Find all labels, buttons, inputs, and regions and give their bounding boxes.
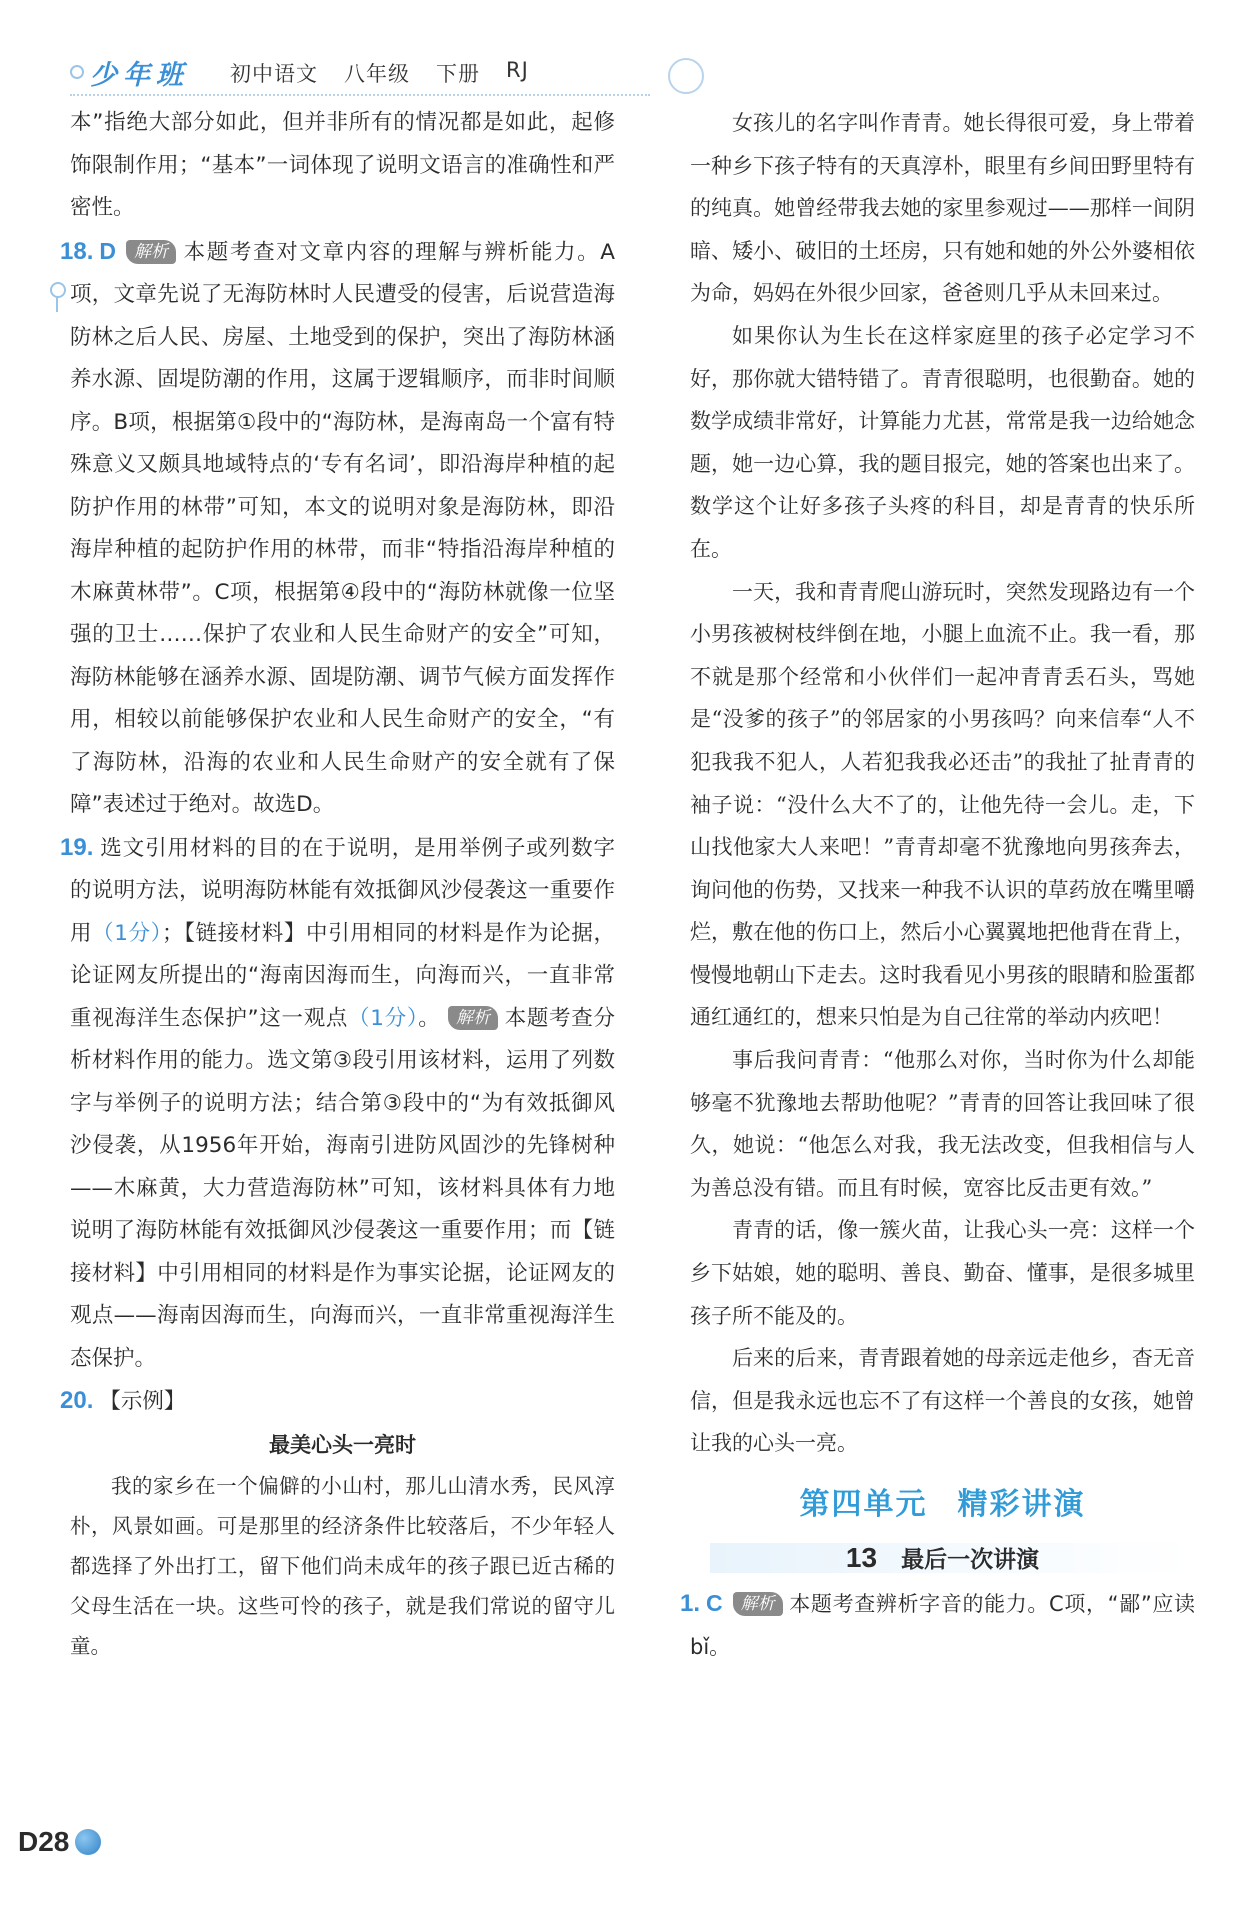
question-19 — [60, 827, 615, 1381]
answer-text: ；【链接材料】中引用相同的材料是作为论据，论证网友所提出的“海南因海而生，向海而兴，一直非常重视海洋生态保护”这一观点 — [70, 920, 615, 1031]
left-column — [60, 102, 615, 1666]
page-header — [70, 52, 660, 96]
essay-paragraph: 我的家乡在一个偏僻的小山村，那儿山清水秀，民风淳朴，风景如画。可是那里的经济条件比较落后，不少年轻人都选择了外出打工，留下他们尚未成年的孩子跟已近古稀的父母生活在一块。这些可怜的孩子，就是我们常说的留守儿童。 — [70, 1474, 615, 1658]
continued-text: 本”指绝大部分如此，但并非所有的情况都是如此，起修饰限制作用；“基本”一词体现了说明文语言的准确性和严密性。 — [70, 110, 615, 220]
essay-paragraph: 一天，我和青青爬山游玩时，突然发现路边有一个小男孩被树枝绊倒在地，小腿上血流不止。我一看，那不就是那个经常和小伙伴们一起冲青青丢石头，骂她是“没爹的孩子”的邻居家的小男孩吗？向来信奉“人不犯我我不犯人，人若犯我我必还击”的我扯了扯青青的袖子说：“没什么大不了的，让他先待一会儿。走，下山找他家大人来吧！”青青却毫不犹豫地向男孩奔去，询问他的伤势，又找来一种我不认识的草药放在嘴里嚼烂，敷在他的伤口上，然后小心翼翼地把他背在背上，慢慢地朝山下走去。这时我看见小男孩的眼睛和脸蛋都通红通红的，想来只怕是为自己往常的举动内疚吧！ — [690, 579, 1195, 1030]
score-note: （1分） — [348, 1005, 419, 1031]
question-number: 20. — [60, 1387, 94, 1414]
score-note: （1分） — [92, 920, 162, 946]
brand-text: 少年班 — [90, 59, 189, 91]
brand-dot-icon — [70, 65, 84, 79]
answer-letter: C — [706, 1590, 723, 1616]
analysis-text: 本题考查辨析字音的能力。C项，“鄙”应读bǐ。 — [690, 1592, 1195, 1659]
subject-label: 初中语文 — [230, 62, 318, 86]
unit-number: 第四单元 — [799, 1488, 928, 1521]
key-icon — [50, 282, 66, 298]
analysis-tag: 解析 — [448, 1006, 498, 1030]
answer-text: 。 — [418, 1005, 441, 1031]
analysis-text: 本题考查分析材料作用的能力。选文第③段引用该材料，运用了列数字与举例子的说明方法；结合第③段中的“为有效抵御风沙侵袭，从1956年开始，海南引进防风固沙的先锋树种——木麻黄，大力营造海防林”可知，该材料具体有力地说明了海防林能有效抵御风沙侵袭这一重要作用；而【链接材料】中引用相同的材料是作为事实论据，论证网友的观点——海南因海而生，向海而兴，一直非常重视海洋生态保护。 — [70, 1005, 615, 1371]
edition-label: RJ — [506, 58, 529, 82]
essay-paragraph: 青青的话，像一簇火苗，让我心头一亮：这样一个乡下姑娘，她的聪明、善良、勤奋、懂事，是很多城里孩子所不能及的。 — [690, 1218, 1195, 1328]
essay-paragraph: 女孩儿的名字叫作青青。她长得很可爱，身上带着一种乡下孩子特有的天真淳朴，眼里有乡间田野里特有的纯真。她曾经带我去她的家里参观过——那样一间阴暗、矮小、破旧的土坯房，只有她和她的外公外婆相依为命，妈妈在外很少回家，爸爸则几乎从未回来过。 — [690, 111, 1195, 306]
unit-theme: 精彩讲演 — [957, 1488, 1086, 1521]
question-number: 1. — [680, 1590, 701, 1617]
question-number: 19. — [60, 833, 94, 861]
analysis-tag: 解析 — [733, 1592, 783, 1616]
essay-paragraph: 后来的后来，青青跟着她的母亲远走他乡，杳无音信，但是我永远也忘不了有这样一个善良的女孩，她曾让我的心头一亮。 — [690, 1346, 1195, 1456]
answer-text: 选文引用材料的目的在于说明，是用举例子或列数字的说明方法，说明海防林能有效抵御风沙侵袭这一重要作用 — [70, 835, 615, 946]
answer-letter: D — [99, 237, 116, 264]
lesson-question-1 — [680, 1582, 1195, 1668]
example-label: 【示例】 — [99, 1389, 186, 1414]
grade-label: 八年级 — [344, 62, 410, 86]
question-18 — [60, 230, 615, 827]
unit-title — [690, 1479, 1195, 1531]
lesson-title: 最后一次讲演 — [901, 1546, 1040, 1572]
brand-logo — [70, 52, 230, 92]
lesson-number: 13 — [845, 1542, 878, 1573]
essay-paragraph: 事后我问青青：“他那么对你，当时你为什么却能够毫不犹豫地去帮助他呢？”青青的回答让我回味了很久，她说：“他怎么对我，我无法改变，但我相信与人为善总没有错。而且有时候，宽容比反击更有效。” — [690, 1048, 1195, 1200]
right-column — [680, 102, 1195, 1668]
analysis-tag: 解析 — [126, 240, 176, 264]
essay-paragraph: 如果你认为生长在这样家庭里的孩子必定学习不好，那你就大错特错了。青青很聪明，也很勤奋。她的数学成绩非常好，计算能力尤甚，常常是我一边给她念题，她一边心算，我的题目报完，她的答案也出来了。数学这个让好多孩子头疼的科目，却是青青的快乐所在。 — [690, 323, 1195, 561]
question-20 — [60, 1380, 615, 1424]
page-footer — [18, 1826, 101, 1858]
page-badge-icon — [75, 1829, 101, 1855]
analysis-text: 本题考查对文章内容的理解与辨析能力。A项，文章先说了无海防林时人民遭受的侵害，后说营造海防林之后人民、房屋、土地受到的保护，突出了海防林涵养水源、固堤防潮的作用，这属于逻辑顺序，而非时间顺序。B项，根据第①段中的“海防林，是海南岛一个富有特殊意义又颇具地域特点的‘专有名词’，即沿海岸种植的起防护作用的林带”可知，本文的说明对象是海防林，即沿海岸种植的起防护作用的林带，而非“特指沿海岸种植的木麻黄林带”。C项，根据第④段中的“海防林就像一位坚强的卫士……保护了农业和人民生命财产的安全”可知，海防林能够在涵养水源、固堤防潮、调节气候方面发挥作用，相较以前能够保护农业和人民生命财产的安全，“有了海防林，沿海的农业和人民生命财产的安全就有了保障”表述过于绝对。故选D。 — [70, 239, 615, 817]
lesson-heading — [690, 1535, 1195, 1582]
volume-label: 下册 — [436, 62, 480, 86]
question-number: 18. — [60, 237, 94, 265]
page-number: D28 — [18, 1826, 70, 1857]
book-info — [230, 58, 529, 88]
header-divider — [70, 94, 650, 96]
mascot-icon — [668, 58, 704, 94]
essay-title: 最美心头一亮时 — [269, 1432, 416, 1457]
